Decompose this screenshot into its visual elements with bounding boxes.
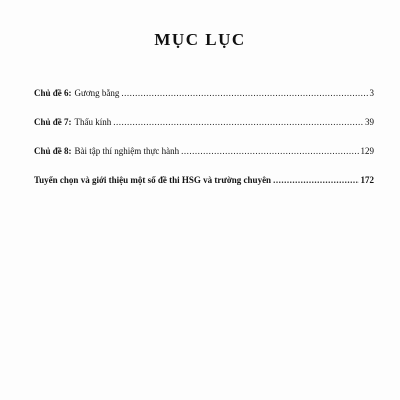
toc-entry-topic: Thấu kính [74, 117, 112, 127]
table-of-contents [34, 88, 374, 204]
dot-leader [121, 88, 367, 98]
page-title: MỤC LỤC [154, 30, 246, 49]
toc-entry-label: Chủ đề 6: [34, 88, 72, 98]
dot-leader [273, 175, 358, 185]
toc-entry-chu-de-6 [34, 88, 374, 106]
toc-entry-chu-de-8 [34, 146, 374, 164]
toc-entry-label: Tuyển chọn và giới thiệu một số đề thi HSG và trường chuyên [34, 175, 272, 185]
toc-entry-page: 39 [365, 117, 374, 127]
toc-entry-tuyen-chon [34, 175, 374, 193]
dot-leader [113, 117, 363, 127]
toc-entry-page: 3 [369, 88, 374, 98]
toc-entry-page: 129 [360, 146, 374, 156]
toc-entry-page: 172 [360, 175, 374, 185]
toc-entry-label: Chủ đề 7: [34, 117, 72, 127]
dot-leader [181, 146, 358, 156]
toc-entry-chu-de-7 [34, 117, 374, 135]
toc-entry-topic: Gương bằng [74, 88, 120, 98]
toc-entry-topic: Bài tập thí nghiệm thực hành [74, 146, 180, 156]
toc-entry-label: Chủ đề 8: [34, 146, 72, 156]
